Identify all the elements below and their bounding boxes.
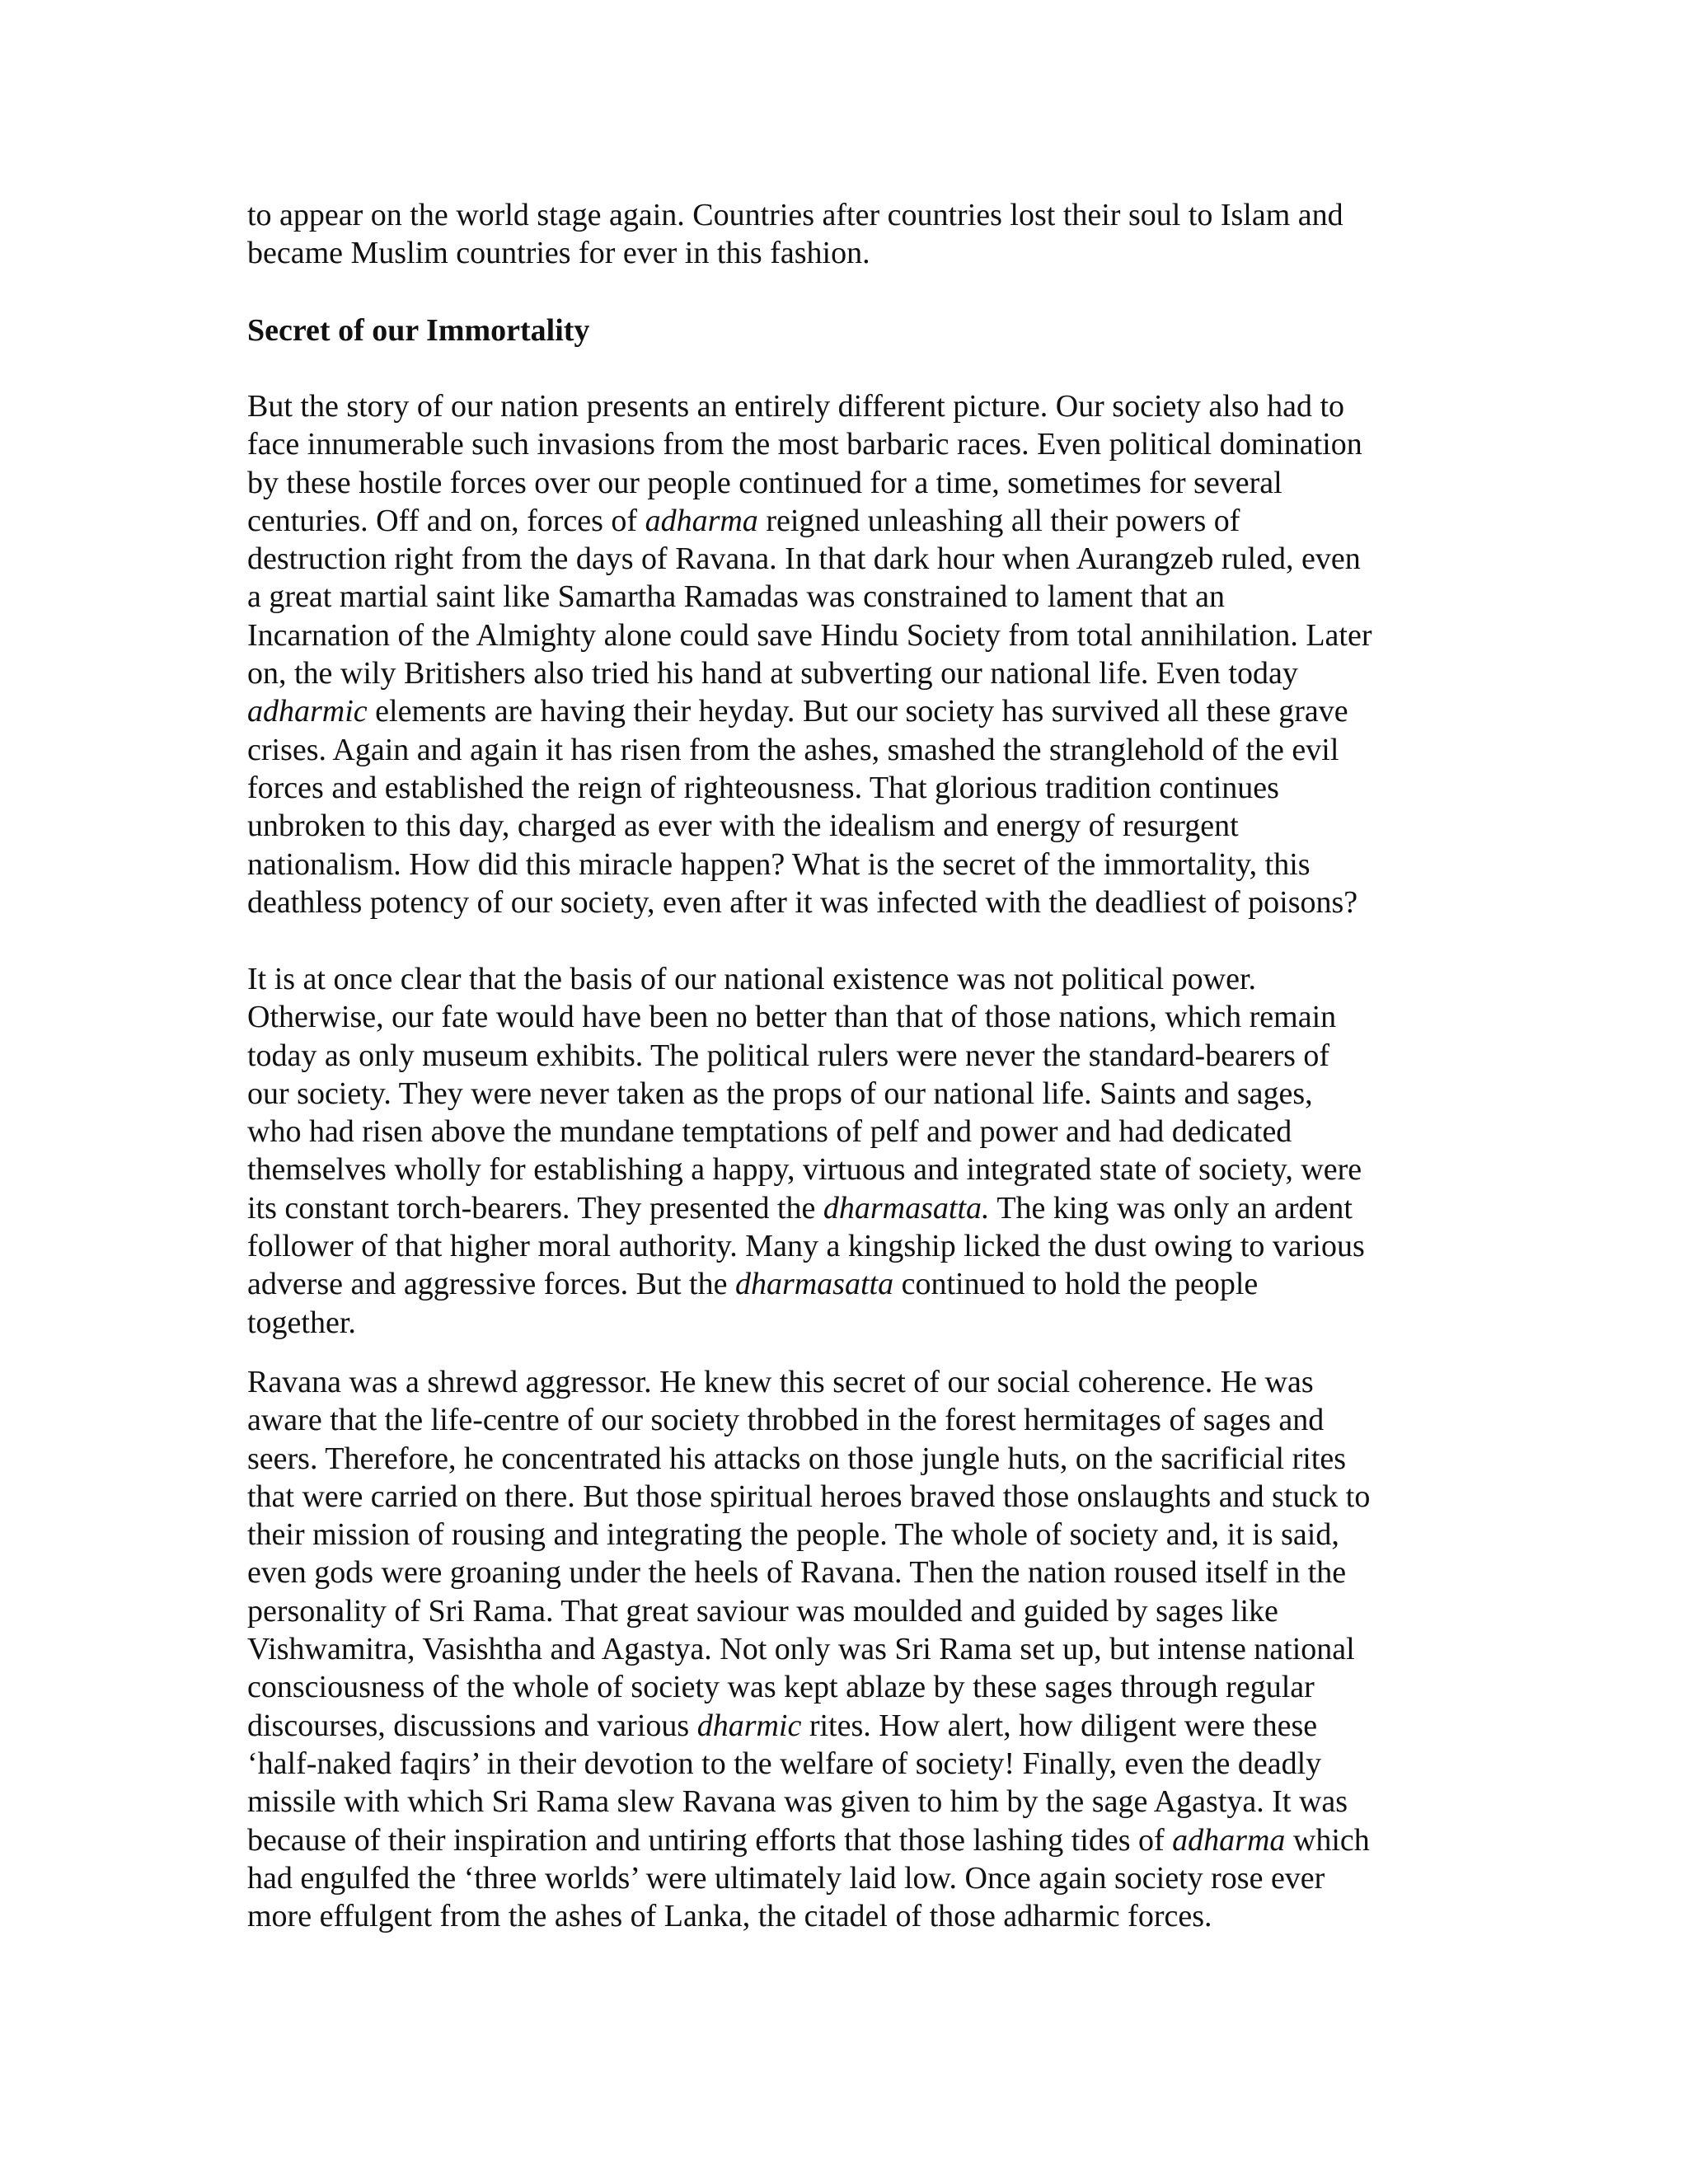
text-run: face innumerable such invasions from the most barbaric races. Even political domination: [247, 427, 1362, 462]
text-line: [247, 1707, 1451, 1745]
text-line: [247, 769, 1451, 807]
text-run: who had risen above the mundane temptations of pelf and power and had dedicated: [247, 1114, 1292, 1150]
text-line: [247, 387, 1451, 425]
text-run: had engulfed the ‘three worlds’ were ultimately laid low. Once again society rose ever: [247, 1860, 1325, 1896]
text-run: today as only museum exhibits. The political rulers were never the standard-bearers of: [247, 1038, 1330, 1073]
text-line: [247, 731, 1451, 769]
italic-term: dharmic: [696, 1708, 802, 1743]
text-run: its constant torch-bearers. They presented the: [247, 1190, 823, 1226]
text-run: a great martial saint like Samartha Ramadas was constrained to lament that an: [247, 579, 1226, 615]
text-run: Incarnation of the Almighty alone could save Hindu Society from total annihilation. Later: [247, 617, 1372, 653]
text-run: that were carried on there. But those spiritual heroes braved those onslaughts and stuck to: [247, 1479, 1371, 1514]
text-run: discourses, discussions and various: [247, 1708, 697, 1743]
text-line: [247, 846, 1451, 883]
text-run: more effulgent from the ashes of Lanka, the citadel of those adharmic forces.: [247, 1899, 1212, 1934]
text-line: [247, 1113, 1451, 1151]
text-line: became Muslim countries for ever in this fashion.: [247, 236, 870, 271]
text-run: seers. Therefore, he concentrated his attacks on those jungle huts, on the sacrificial rites: [247, 1441, 1347, 1476]
text-line: [247, 1478, 1451, 1516]
text-line: [247, 1440, 1451, 1478]
text-run: Otherwise, our fate would have been no better than that of those nations, which remain: [247, 1000, 1337, 1035]
text-run: which: [1285, 1822, 1370, 1858]
italic-term: dharmasatta.: [823, 1190, 990, 1226]
text-line: [247, 1151, 1451, 1188]
text-run: our society. They were never taken as the props of our national life. Saints and sages,: [247, 1076, 1313, 1111]
text-run: deathless potency of our society, even after it was infected with the deadliest of poisons?: [247, 884, 1358, 920]
text-run: unbroken to this day, charged as ever with the idealism and energy of resurgent: [247, 808, 1239, 844]
text-run: elements are having their heyday. But our society has survived all these grave: [367, 694, 1348, 729]
text-line: [247, 1630, 1451, 1668]
text-line: [247, 616, 1451, 654]
text-run: consciousness of the whole of society was kept ablaze by these sages through regular: [247, 1670, 1315, 1705]
text-run: centuries. Off and on, forces of: [247, 503, 645, 538]
text-run: Vishwamitra, Vasishtha and Agastya. Not only was Sri Rama set up, but intense national: [247, 1632, 1355, 1667]
italic-term: adharmic: [247, 694, 368, 729]
text-run: on, the wily Britishers also tried his hand at subverting our national life. Even today: [247, 656, 1298, 691]
paragraph-3: [247, 1363, 1451, 1935]
text-line: [247, 1304, 1451, 1342]
text-run: follower of that higher moral authority. Many a kingship licked the dust owing to various: [247, 1229, 1365, 1264]
text-line: [247, 502, 1451, 540]
text-line: [247, 1227, 1451, 1265]
text-line: [247, 1075, 1451, 1113]
paragraph-2: [247, 960, 1451, 1342]
text-run: crises. Again and again it has risen from the ashes, smashed the stranglehold of the evil: [247, 732, 1339, 767]
text-line: [247, 1037, 1451, 1075]
text-run: The king was only an ardent: [989, 1190, 1353, 1226]
text-line: [247, 654, 1451, 692]
text-line: [247, 578, 1451, 616]
text-run: together.: [247, 1305, 356, 1340]
text-run: continued to hold the people: [893, 1267, 1259, 1302]
text-line: to appear on the world stage again. Countries after countries lost their soul to Islam and: [247, 198, 1343, 232]
text-run: themselves wholly for establishing a happy, virtuous and integrated state of society, were: [247, 1152, 1362, 1188]
text-line: [247, 960, 1451, 998]
intro-paragraph: [247, 196, 1451, 273]
text-run: But the story of our nation presents an entirely different picture. Our society also had to: [247, 389, 1345, 424]
text-line: [247, 1897, 1451, 1935]
text-line: [247, 1592, 1451, 1630]
text-run: aware that the life-centre of our society throbbed in the forest hermitages of sages and: [247, 1403, 1325, 1438]
text-line: [247, 1189, 1451, 1227]
text-line: [247, 807, 1451, 845]
italic-term: adharma: [645, 503, 758, 538]
text-line: [247, 425, 1451, 463]
italic-term: dharmasatta: [734, 1267, 894, 1302]
text-line: [247, 1516, 1451, 1554]
text-line: [247, 540, 1451, 578]
text-line: [247, 1783, 1451, 1821]
text-run: by these hostile forces over our people continued for a time, sometimes for several: [247, 465, 1282, 500]
text-line: [247, 1668, 1451, 1706]
text-line: [247, 998, 1451, 1036]
text-run: even gods were groaning under the heels of Ravana. Then the nation roused itself in the: [247, 1555, 1347, 1591]
text-run: because of their inspiration and untiring efforts that those lashing tides of: [247, 1822, 1173, 1858]
text-line: [247, 1859, 1451, 1897]
text-run: rites. How alert, how diligent were these: [801, 1708, 1318, 1743]
text-line: [247, 1363, 1451, 1401]
section-heading: Secret of our Immortality: [247, 313, 590, 348]
text-run: reigned unleashing all their powers of: [757, 503, 1240, 538]
text-line: [247, 464, 1451, 502]
text-line: [247, 1401, 1451, 1439]
paragraph-1: [247, 387, 1451, 921]
italic-term: adharma: [1172, 1822, 1286, 1858]
text-line: [247, 1821, 1451, 1859]
text-line: [247, 692, 1451, 730]
text-run: nationalism. How did this miracle happen? What is the secret of the immortality, this: [247, 846, 1311, 882]
text-run: destruction right from the days of Ravana. In that dark hour when Aurangzeb ruled, even: [247, 541, 1361, 577]
text-line: [247, 1554, 1451, 1591]
text-run: forces and established the reign of righteousness. That glorious tradition continues: [247, 770, 1279, 805]
text-run: It is at once clear that the basis of our national existence was not political power.: [247, 962, 1257, 996]
text-line: [247, 883, 1451, 921]
text-line: [247, 1265, 1451, 1303]
text-run: adverse and aggressive forces. But the: [247, 1267, 735, 1302]
text-run: personality of Sri Rama. That great saviour was moulded and guided by sages like: [247, 1593, 1278, 1629]
text-line: [247, 1745, 1451, 1783]
text-run: ‘half-naked faqirs’ in their devotion to the welfare of society! Finally, even the deadly: [247, 1746, 1322, 1781]
text-run: their mission of rousing and integrating the people. The whole of society and, it is said,: [247, 1517, 1339, 1553]
text-run: missile with which Sri Rama slew Ravana was given to him by the sage Agastya. It was: [247, 1784, 1348, 1820]
text-run: Ravana was a shrewd aggressor. He knew this secret of our social coherence. He was: [247, 1365, 1314, 1399]
